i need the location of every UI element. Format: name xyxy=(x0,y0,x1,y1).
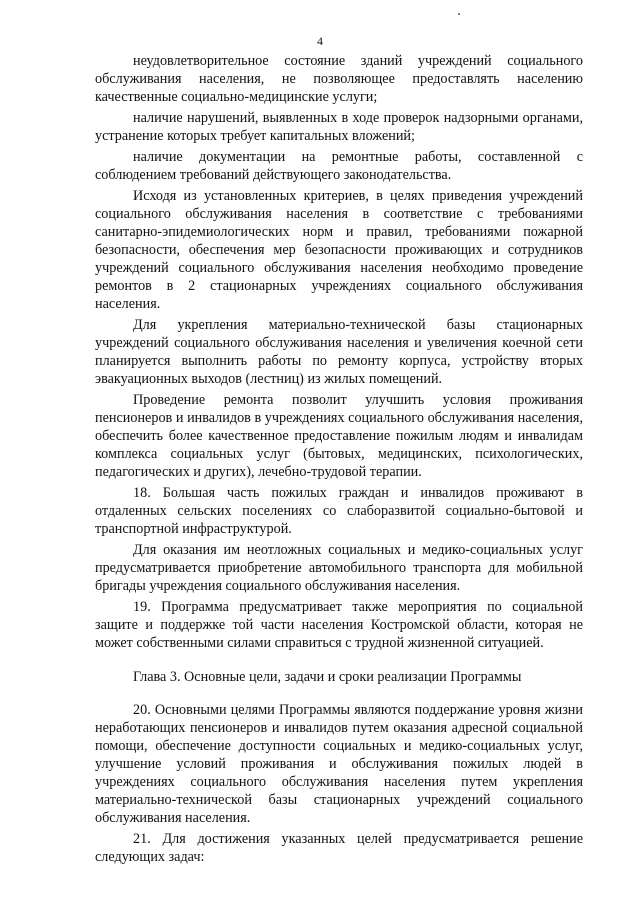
paragraph-violations: наличие нарушений, выявленных в ходе проверок надзорными органами, устранение которых требует капитальных вложений; xyxy=(95,110,583,144)
paragraph-condition-buildings: неудовлетворительное состояние зданий учреждений социального обслуживания населения, не позволяющее предоставлять населению качественные социально-медицинские услуги; xyxy=(95,53,583,105)
paragraph-18: 18. Большая часть пожилых граждан и инвалидов проживают в отдаленных сельских поселениях со слаборазвитой социально-бытовой и транспортной инфраструктурой. xyxy=(95,485,583,537)
paragraph-material-base: Для укрепления материально-технической базы стационарных учреждений социального обслуживания населения и увеличения коечной сети планируется выполнить работы по ремонту корпуса, устройству вторых эвакуационных выходов (лестниц) из жилых помещений. xyxy=(95,317,583,387)
paragraph-19: 19. Программа предусматривает также мероприятия по социальной защите и поддержке той части населения Костромской области, которая не может собственными силами справиться с трудной жизненной ситуацией. xyxy=(95,599,583,651)
chapter-heading: Глава 3. Основные цели, задачи и сроки реализации Программы xyxy=(133,669,522,685)
paragraph-21: 21. Для достижения указанных целей предусматривается решение следующих задач: xyxy=(95,831,583,865)
scan-dot xyxy=(458,13,460,15)
paragraph-repair-benefits: Проведение ремонта позволит улучшить условия проживания пенсионеров и инвалидов в учреждениях социального обслуживания населения, обеспечить более качественное предоставление пожилым людям и инвалидам комплекса социальных услуг (бытовых, медицинских, психологических, педагогических и других), лечебно-трудовой терапии. xyxy=(95,392,583,480)
paragraph-20: 20. Основными целями Программы являются поддержание уровня жизни неработающих пенсионеров и инвалидов путем оказания адресной социальной помощи, обеспечение доступности социальных и медико-социальных услуг, улучшение условий проживания и обслуживания пожилых людей в учреждениях социального обслуживания населения путем укрепления материально-технической базы стационарных учреждений социального обслуживания населения. xyxy=(95,702,583,826)
page-number: 4 xyxy=(317,34,323,48)
paragraph-transport: Для оказания им неотложных социальных и медико-социальных услуг предусматривается приобретение автомобильного транспорта для мобильной бригады учреждения социального обслуживания населения. xyxy=(95,542,583,594)
paragraph-documentation: наличие документации на ремонтные работы, составленной с соблюдением требований действующего законодательства. xyxy=(95,149,583,183)
paragraph-criteria: Исходя из установленных критериев, в целях приведения учреждений социального обслуживания населения в соответствие с требованиями санитарно-эпидемиологических норм и правил, требованиями пожарной безопасности, обеспечения мер безопасности проживающих и сотрудников учреждений социального обслуживания населения необходимо проведение ремонтов в 2 стационарных учреждениях социального обслуживания населения. xyxy=(95,188,583,312)
page-body xyxy=(95,52,583,869)
